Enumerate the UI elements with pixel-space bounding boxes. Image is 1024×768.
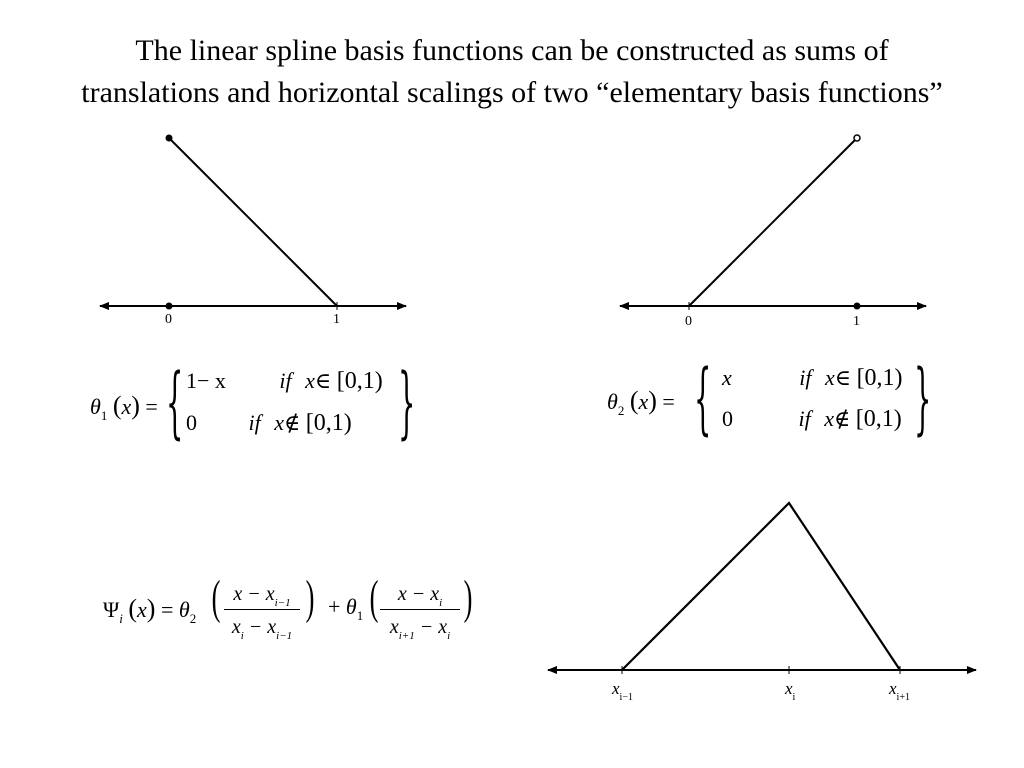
graph2-segment	[689, 138, 857, 306]
formula3-t2-numerator: $x - x_i$	[397, 583, 443, 609]
graph1-closed-dot-top	[166, 135, 173, 142]
graph3-hat	[622, 503, 900, 670]
formula2-left-brace: {	[694, 354, 712, 444]
formula2-case2: 0 if x∉ [0,1)	[722, 406, 902, 432]
graph-psi	[548, 503, 976, 674]
formula3-t2-lparen: (	[369, 571, 379, 624]
formula1-lhs: $\theta_1$ (x) =	[90, 391, 158, 423]
graph-theta1	[100, 135, 406, 311]
formula3-t1-rparen: )	[305, 571, 315, 624]
formula3-lhs: $\Psi_i$ $(x) = \theta_2$	[103, 594, 197, 626]
formula1-case1: 1− x if x∈ [0,1)	[186, 368, 383, 394]
title-line-2: translations and horizontal scalings of two “elementary basis functions”	[81, 76, 943, 109]
formula3-t1-fraction-line	[224, 609, 300, 610]
graph2-closed-dot-one	[854, 303, 861, 310]
formula1-right-brace: }	[398, 358, 416, 448]
graph-theta2	[620, 135, 926, 310]
graph2-open-dot-top	[854, 135, 860, 141]
graph1-tick-label-0: 0	[165, 312, 172, 327]
graph3-tick-label-mid: $x_i$	[785, 679, 796, 703]
graph1-tick-label-1: 1	[333, 312, 340, 327]
formula2-lhs: $\theta_2$ (x) =	[607, 386, 675, 418]
graph3-tick-label-left: $x_{i-1}$	[612, 679, 633, 703]
formula3-t1-lparen: (	[211, 571, 221, 624]
graph3-tick-label-right: $x_{i+1}$	[889, 679, 910, 703]
graph1-segment	[169, 138, 337, 306]
title-line-1: The linear spline basis functions can be constructed as sums of	[135, 34, 889, 67]
graph1-closed-dot-origin	[166, 303, 173, 310]
formula1-case2: 0 if x∉ [0,1)	[186, 410, 352, 436]
formula3-t2-rparen: )	[463, 571, 473, 624]
formula2-right-brace: }	[914, 354, 932, 444]
graph2-tick-label-0: 0	[685, 314, 692, 329]
formula2-case1: x if x∈ [0,1)	[722, 365, 903, 391]
formula3-t2-denominator: $x_{i+1} - x_i$	[389, 616, 451, 642]
graph2-tick-label-1: 1	[853, 314, 860, 329]
formula1-left-brace: {	[166, 358, 184, 448]
formula3-t1-denominator: $x_i - x_{i-1}$	[231, 616, 293, 642]
formula3-term2-head: + $\theta_1$	[328, 594, 364, 623]
formula3-t1-numerator: $x - x_{i-1}$	[233, 583, 291, 609]
formula3-t2-fraction-line	[380, 609, 460, 610]
